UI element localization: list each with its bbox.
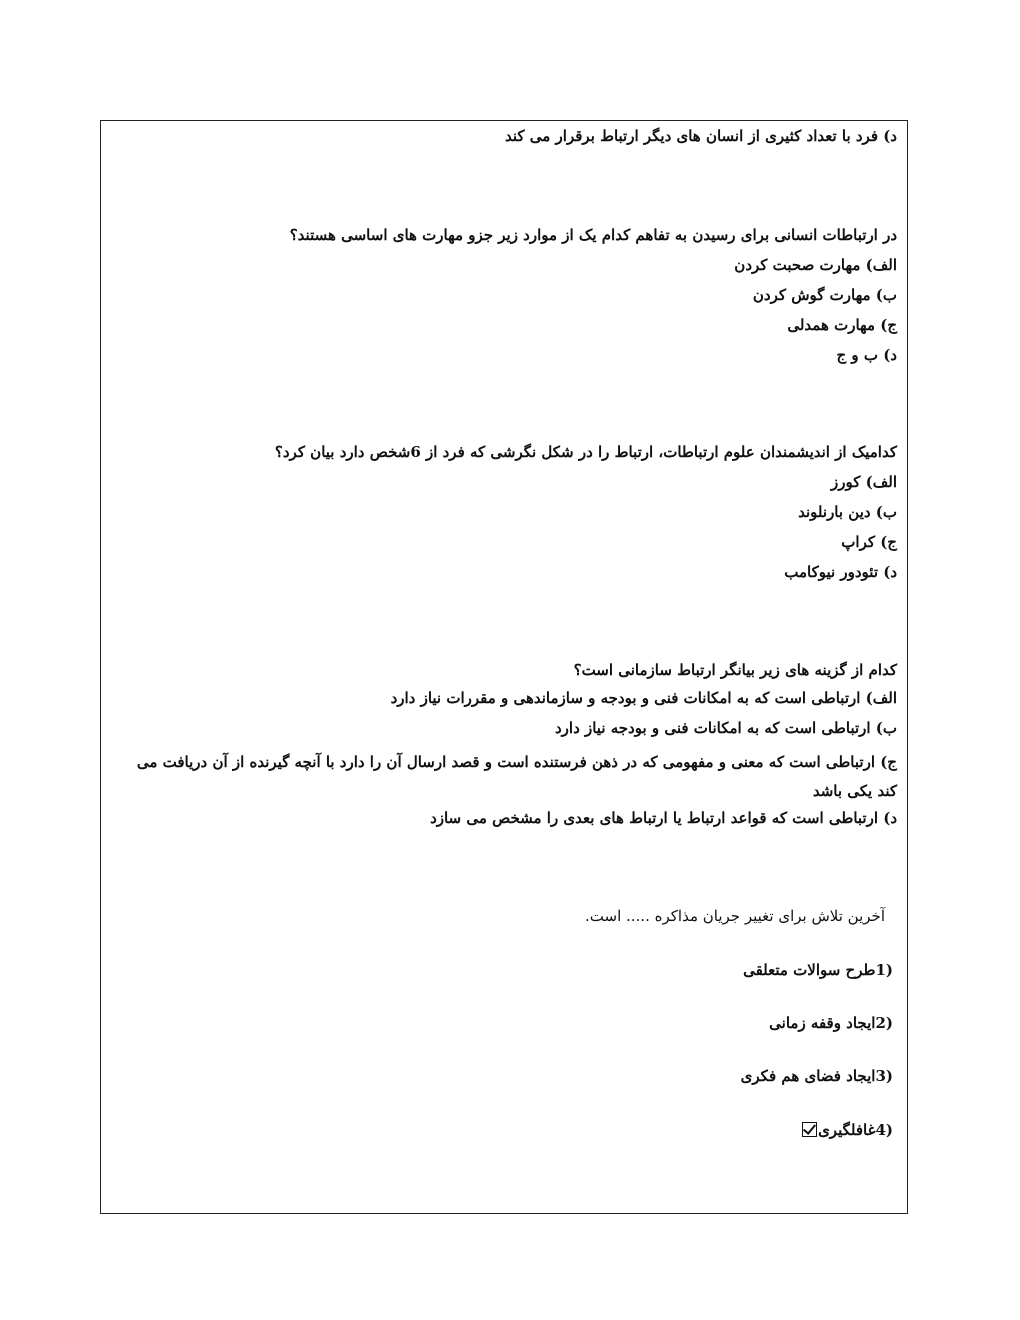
q3-option-b: ب) دین بارنلوند xyxy=(798,503,897,521)
q5-option-2: (2ایجاد وقفه زمانی xyxy=(769,1014,893,1032)
q4-question: کدام از گزینه های زیر بیانگر ارتباط سازمانی است؟ xyxy=(573,661,897,679)
q4-option-c: ج) ارتباطی است که معنی و مفهومی که در ذهن فرستنده است و قصد ارسال آن را دارد با آنچه گیرنده از آن دریافت می کند یکی باشد xyxy=(136,753,897,800)
q3-option-c: ج) کراپ xyxy=(841,533,897,551)
q5-question: آخرین تلاش برای تغییر جریان مذاکره ..... است. xyxy=(585,907,885,925)
q2-option-c: ج) مهارت همدلی xyxy=(787,316,897,334)
checkmark-box-icon xyxy=(802,1122,817,1137)
q3-question: کدامیک از اندیشمندان علوم ارتباطات، ارتباط را در شکل نگرشی که فرد از 6شخص دارد بیان کرد؟ xyxy=(274,443,897,461)
q5-option-1: (1طرح سوالات متعلقی xyxy=(743,961,893,979)
q2-option-a: الف) مهارت صحبت کردن xyxy=(734,256,897,274)
q2-option-d: د) ب و ج xyxy=(836,346,897,364)
q2-option-b: ب) مهارت گوش کردن xyxy=(752,286,897,304)
q4-option-d: د) ارتباطی است که قواعد ارتباط یا ارتباط های بعدی را مشخص می سازد xyxy=(430,809,897,827)
q5-option-3: (3ایجاد فضای هم فکری xyxy=(740,1067,893,1085)
q4-option-b: ب) ارتباطی است که به امکانات فنی و بودجه نیاز دارد xyxy=(555,719,897,737)
q3-option-d: د) تئودور نیوکامب xyxy=(784,563,897,581)
q4-option-a: الف) ارتباطی است که به امکانات فنی و بودجه و سازماندهی و مقررات نیاز دارد xyxy=(390,689,897,707)
question-frame xyxy=(100,120,908,1214)
q5-option-4-row xyxy=(802,1119,893,1141)
q2-question: در ارتباطات انسانی برای رسیدن به تفاهم کدام یک از موارد زیر جزو مهارت های اساسی هستند؟ xyxy=(289,226,897,244)
q3-option-a: الف) کورز xyxy=(831,473,897,491)
q5-option-4: (4غافلگیری xyxy=(818,1121,893,1139)
q1-option-d: د) فرد با تعداد کثیری از انسان های دیگر ارتباط برقرار می کند xyxy=(505,127,897,145)
